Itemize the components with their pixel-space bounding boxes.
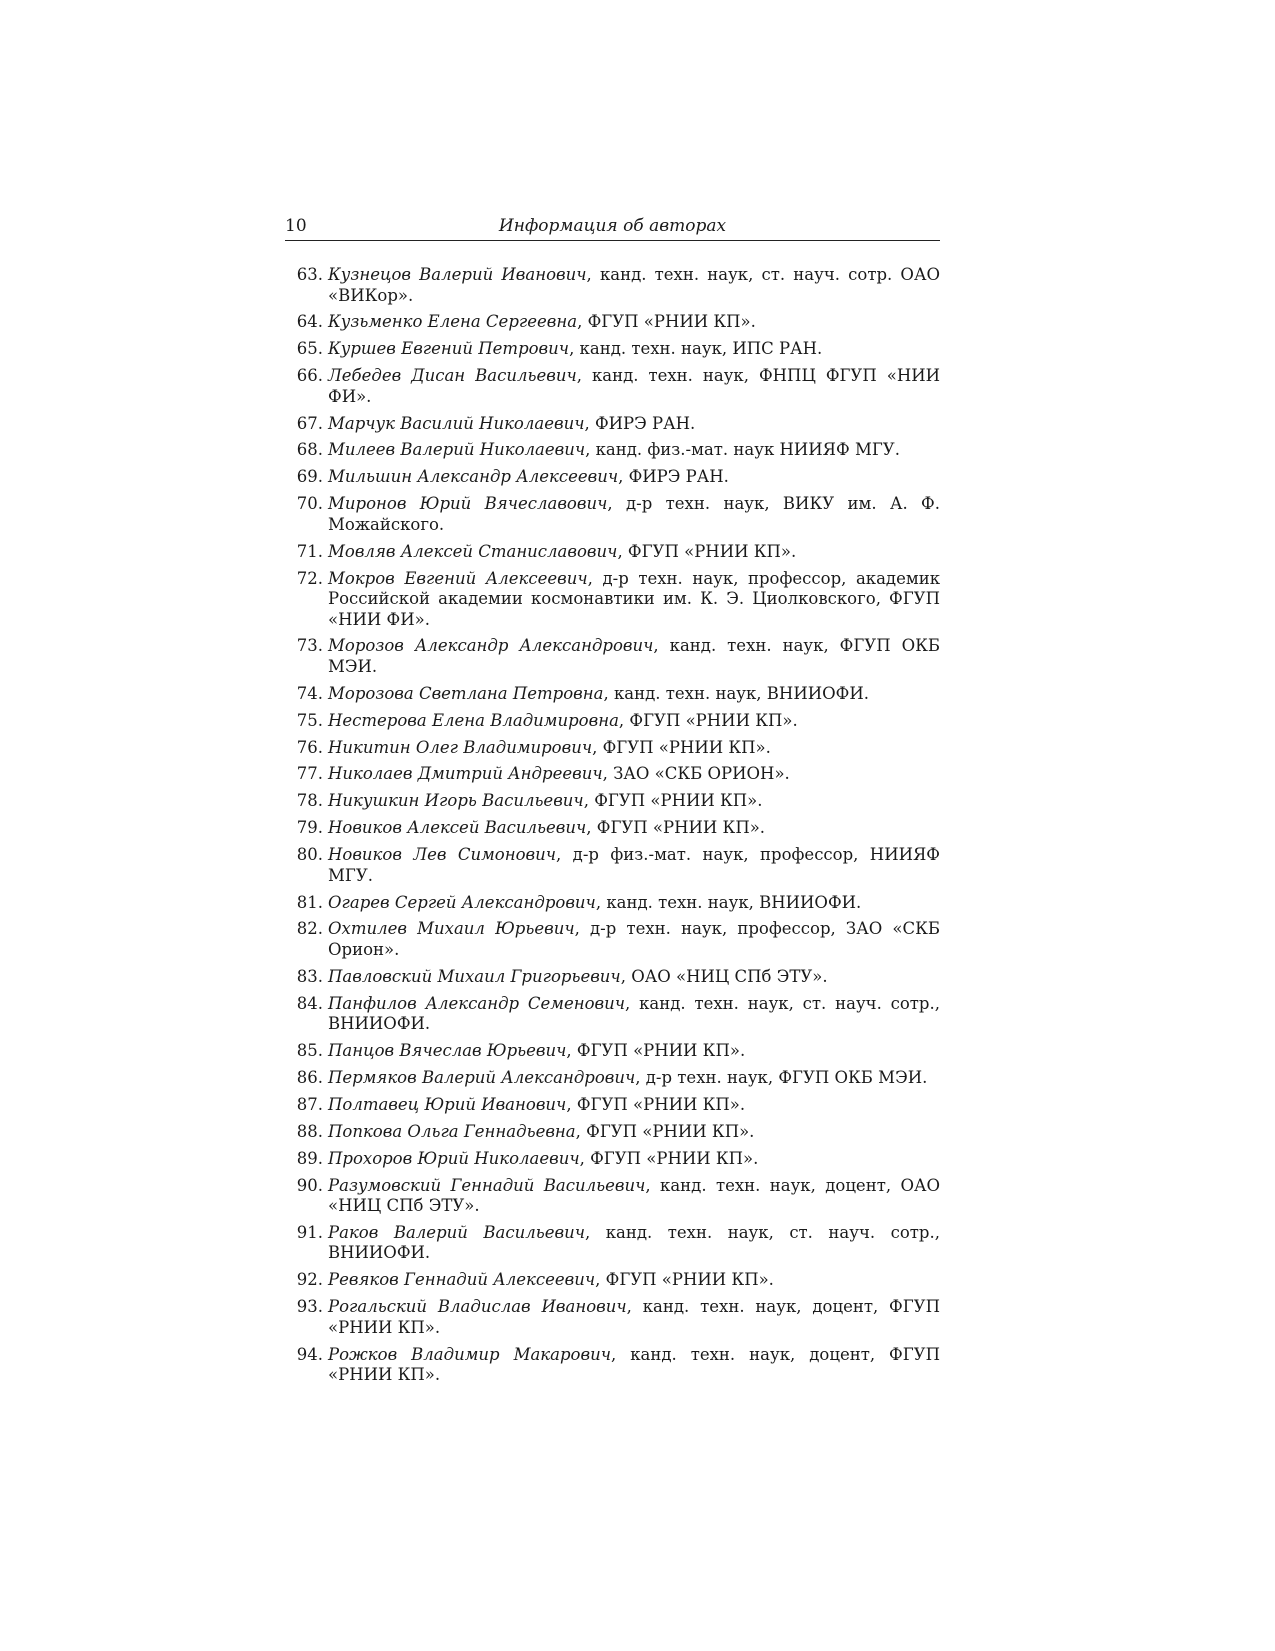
author-details: , ФГУП «РНИИ КП». bbox=[617, 541, 797, 561]
list-item bbox=[285, 440, 940, 461]
item-number: 65. bbox=[296, 339, 323, 359]
list-item bbox=[285, 818, 940, 839]
item-text bbox=[328, 738, 940, 759]
list-item bbox=[285, 467, 940, 488]
item-text bbox=[328, 312, 940, 333]
list-item bbox=[285, 312, 940, 333]
author-name: Новиков Алексей Васильевич bbox=[328, 818, 587, 838]
author-name: Нестерова Елена Владимировна bbox=[328, 710, 619, 730]
item-number: 83. bbox=[296, 966, 323, 986]
author-details: , канд. техн. наук, ИПС РАН. bbox=[569, 339, 823, 359]
item-text bbox=[328, 711, 940, 732]
list-item bbox=[285, 636, 940, 677]
list-item bbox=[285, 1297, 940, 1338]
list-item bbox=[285, 265, 940, 306]
item-text bbox=[328, 494, 940, 535]
item-text bbox=[328, 919, 940, 960]
author-name: Новиков Лев Симонович bbox=[328, 845, 557, 865]
author-details: , ФГУП «РНИИ КП». bbox=[583, 791, 763, 811]
author-name: Разумовский Геннадий Васильевич bbox=[328, 1175, 646, 1195]
item-text bbox=[328, 1068, 940, 1089]
item-text bbox=[328, 636, 940, 677]
item-number: 63. bbox=[296, 265, 323, 284]
author-details: , д-р техн. наук, ФГУП ОКБ МЭИ. bbox=[635, 1067, 928, 1087]
author-name: Прохоров Юрий Николаевич bbox=[328, 1148, 580, 1168]
list-item bbox=[285, 339, 940, 360]
item-number: 79. bbox=[296, 818, 323, 838]
item-text bbox=[328, 569, 940, 631]
author-details: , ФГУП «РНИИ КП». bbox=[618, 710, 798, 730]
item-text bbox=[328, 764, 940, 785]
author-details: , канд. техн. наук, доцент, ФГУП «РНИИ КП». bbox=[328, 1344, 940, 1385]
author-name: Лебедев Дисан Васильевич bbox=[328, 366, 577, 386]
item-number: 66. bbox=[296, 366, 323, 386]
item-text bbox=[328, 542, 940, 563]
item-text bbox=[328, 791, 940, 812]
author-name: Ревяков Геннадий Алексеевич bbox=[328, 1270, 596, 1290]
item-text bbox=[328, 1041, 940, 1062]
item-text bbox=[328, 1345, 940, 1386]
item-number: 77. bbox=[296, 764, 323, 784]
item-number: 88. bbox=[296, 1121, 323, 1141]
item-number: 69. bbox=[296, 467, 323, 487]
list-item bbox=[285, 1270, 940, 1291]
item-number: 75. bbox=[296, 710, 323, 730]
item-number: 72. bbox=[296, 568, 323, 588]
author-details: , д-р техн. наук, профессор, ЗАО «СКБ Орион». bbox=[328, 919, 940, 959]
author-details: , ФГУП «РНИИ КП». bbox=[566, 1041, 746, 1061]
list-item bbox=[285, 711, 940, 732]
author-details: , д-р техн. наук, профессор, академик Российской академии космонавтики им. К. Э. Циолковского, ФГУП «НИИ ФИ». bbox=[328, 568, 941, 629]
list-item bbox=[285, 845, 940, 886]
item-number: 89. bbox=[296, 1148, 323, 1168]
list-item bbox=[285, 1223, 940, 1264]
item-number: 93. bbox=[296, 1297, 323, 1317]
item-text bbox=[328, 1223, 940, 1264]
item-text bbox=[328, 467, 940, 488]
running-title: Информация об авторах bbox=[498, 216, 727, 236]
item-number: 82. bbox=[296, 919, 323, 939]
list-item bbox=[285, 893, 940, 914]
item-text bbox=[328, 818, 940, 839]
author-name: Мовляв Алексей Станиславович bbox=[328, 541, 618, 561]
author-details: , ФГУП «РНИИ КП». bbox=[592, 737, 771, 757]
author-details: , ФИРЭ РАН. bbox=[584, 413, 696, 433]
item-text bbox=[328, 994, 940, 1035]
item-number: 85. bbox=[296, 1041, 323, 1061]
list-item bbox=[285, 569, 940, 631]
author-name: Морозов Александр Александрович bbox=[328, 636, 654, 656]
list-item bbox=[285, 791, 940, 812]
list-item bbox=[285, 684, 940, 705]
list-item bbox=[285, 1176, 940, 1217]
author-details: , ФГУП «РНИИ КП». bbox=[586, 818, 766, 838]
item-number: 81. bbox=[296, 892, 323, 912]
item-number: 84. bbox=[296, 993, 323, 1013]
author-details: , ФГУП «РНИИ КП». bbox=[575, 1121, 755, 1141]
list-item bbox=[285, 1041, 940, 1062]
author-details: , канд. техн. наук, ФНПЦ ФГУП «НИИ ФИ». bbox=[328, 366, 940, 406]
list-item bbox=[285, 738, 940, 759]
item-text bbox=[328, 440, 940, 461]
item-number: 64. bbox=[296, 312, 323, 332]
item-text bbox=[328, 1176, 940, 1217]
item-text bbox=[328, 893, 940, 914]
author-name: Полтавец Юрий Иванович bbox=[328, 1094, 567, 1114]
item-number: 94. bbox=[296, 1344, 323, 1364]
list-item bbox=[285, 366, 940, 407]
list-item bbox=[285, 967, 940, 988]
item-number: 76. bbox=[296, 737, 323, 757]
author-details: , ФГУП «РНИИ КП». bbox=[579, 1148, 759, 1168]
item-number: 86. bbox=[296, 1067, 323, 1087]
item-text bbox=[328, 684, 940, 705]
author-details: , ФГУП «РНИИ КП». bbox=[577, 312, 756, 332]
author-name: Мокров Евгений Алексеевич bbox=[328, 568, 588, 588]
item-text bbox=[328, 1095, 940, 1116]
item-number: 91. bbox=[296, 1222, 323, 1242]
item-text bbox=[328, 414, 940, 435]
item-number: 78. bbox=[296, 791, 323, 811]
author-details: , ЗАО «СКБ ОРИОН». bbox=[602, 764, 790, 784]
item-number: 68. bbox=[296, 440, 323, 460]
page-header bbox=[285, 216, 940, 241]
item-text bbox=[328, 1122, 940, 1143]
item-number: 92. bbox=[296, 1270, 323, 1290]
author-details: , канд. физ.-мат. наук НИИЯФ МГУ. bbox=[585, 440, 900, 460]
item-text bbox=[328, 1270, 940, 1291]
list-item bbox=[285, 1149, 940, 1170]
author-name: Никитин Олег Владимирович bbox=[328, 737, 593, 757]
author-details: , ФГУП «РНИИ КП». bbox=[595, 1270, 774, 1290]
author-name: Панфилов Александр Семенович bbox=[328, 993, 626, 1013]
author-details: , канд. техн. наук, ст. науч. сотр. ОАО «ВИКор». bbox=[328, 265, 940, 305]
item-number: 74. bbox=[296, 683, 323, 703]
author-name: Николаев Дмитрий Андреевич bbox=[328, 764, 603, 784]
list-item bbox=[285, 1095, 940, 1116]
item-number: 71. bbox=[296, 541, 323, 561]
author-name: Мильшин Александр Алексеевич bbox=[328, 467, 619, 487]
author-name: Кузьменко Елена Сергеевна bbox=[328, 312, 578, 332]
list-item bbox=[285, 1345, 940, 1386]
author-details: , канд. техн. наук, ФГУП ОКБ МЭИ. bbox=[328, 636, 940, 676]
author-list bbox=[285, 265, 940, 1392]
author-name: Попкова Ольга Геннадьевна bbox=[328, 1121, 576, 1141]
author-details: , канд. техн. наук, ст. науч. сотр., ВНИИОФИ. bbox=[328, 993, 940, 1034]
author-name: Куршев Евгений Петрович bbox=[328, 339, 570, 359]
author-details: , канд. техн. наук, доцент, ФГУП «РНИИ КП». bbox=[328, 1297, 940, 1337]
author-details: , ОАО «НИЦ СПб ЭТУ». bbox=[620, 966, 828, 986]
author-details: , д-р техн. наук, ВИКУ им. А. Ф. Можайского. bbox=[328, 494, 941, 534]
item-text bbox=[328, 967, 940, 988]
author-details: , канд. техн. наук, ВНИИОФИ. bbox=[595, 892, 862, 912]
item-number: 73. bbox=[296, 636, 323, 656]
item-text bbox=[328, 845, 940, 886]
author-name: Морозова Светлана Петровна bbox=[328, 683, 604, 703]
author-details: , д-р физ.-мат. наук, профессор, НИИЯФ МГУ. bbox=[328, 845, 940, 885]
author-name: Рожков Владимир Макарович bbox=[328, 1344, 611, 1364]
author-name: Охтилев Михаил Юрьевич bbox=[328, 919, 575, 939]
list-item bbox=[285, 919, 940, 960]
item-text bbox=[328, 339, 940, 360]
item-text bbox=[328, 366, 940, 407]
list-item bbox=[285, 1122, 940, 1143]
author-name: Огарев Сергей Александрович bbox=[328, 892, 596, 912]
author-name: Павловский Михаил Григорьевич bbox=[328, 966, 621, 986]
item-number: 80. bbox=[296, 845, 323, 865]
author-details: , канд. техн. наук, ст. науч. сотр., ВНИИОФИ. bbox=[328, 1222, 940, 1263]
item-number: 67. bbox=[296, 413, 323, 433]
item-text bbox=[328, 1297, 940, 1338]
author-name: Марчук Василий Николаевич bbox=[328, 413, 585, 433]
author-name: Пермяков Валерий Александрович bbox=[328, 1067, 636, 1087]
author-name: Кузнецов Валерий Иванович bbox=[328, 265, 587, 284]
list-item bbox=[285, 994, 940, 1035]
list-item bbox=[285, 542, 940, 563]
item-text bbox=[328, 265, 940, 306]
list-item bbox=[285, 1068, 940, 1089]
author-name: Миронов Юрий Вячеславович bbox=[328, 494, 608, 514]
author-name: Милеев Валерий Николаевич bbox=[328, 440, 586, 460]
list-item bbox=[285, 414, 940, 435]
author-name: Панцов Вячеслав Юрьевич bbox=[328, 1041, 567, 1061]
author-details: , ФИРЭ РАН. bbox=[618, 467, 729, 487]
page-number: 10 bbox=[285, 216, 307, 236]
item-number: 90. bbox=[296, 1175, 323, 1195]
list-item bbox=[285, 494, 940, 535]
author-name: Раков Валерий Васильевич bbox=[328, 1222, 585, 1242]
author-name: Никушкин Игорь Васильевич bbox=[328, 791, 584, 811]
author-name: Рогальский Владислав Иванович bbox=[328, 1297, 627, 1317]
author-details: , канд. техн. наук, доцент, ОАО «НИЦ СПб ЭТУ». bbox=[328, 1175, 940, 1216]
item-number: 70. bbox=[296, 494, 323, 514]
author-details: , канд. техн. наук, ВНИИОФИ. bbox=[603, 683, 869, 703]
item-text bbox=[328, 1149, 940, 1170]
list-item bbox=[285, 764, 940, 785]
author-details: , ФГУП «РНИИ КП». bbox=[566, 1094, 746, 1114]
item-number: 87. bbox=[296, 1094, 323, 1114]
